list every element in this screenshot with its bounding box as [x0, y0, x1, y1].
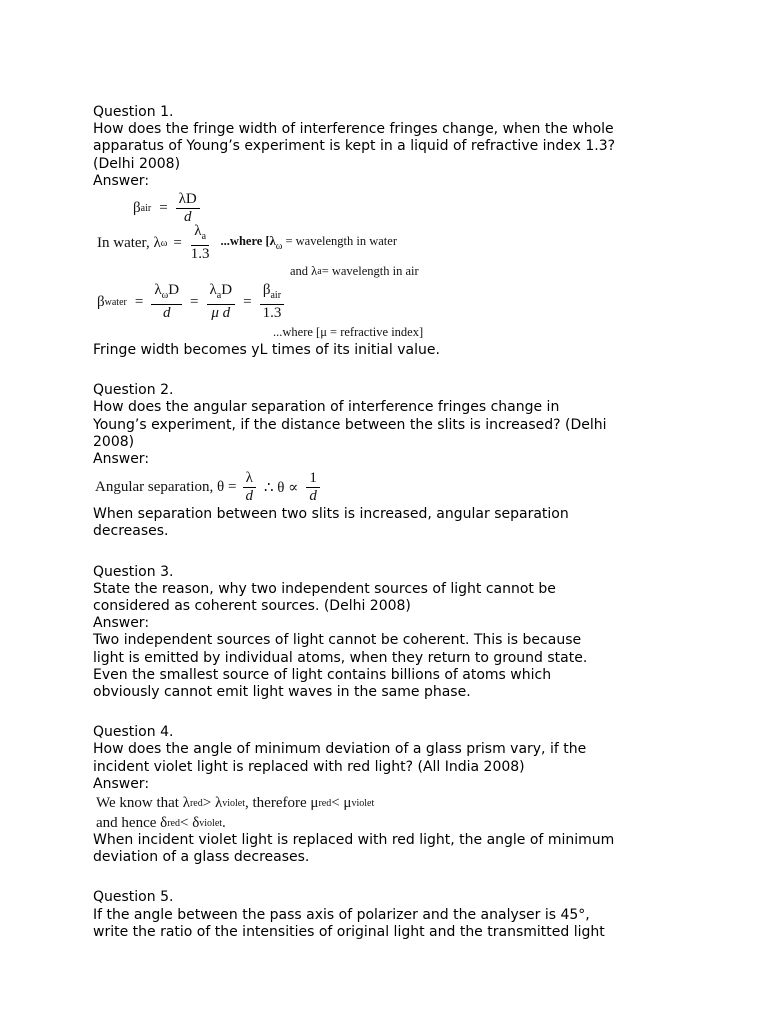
fraction-lambdaD-over-d: $\frac{\lambda D}{d}$: [176, 192, 200, 225]
question-3-answer-line-2: light is emitted by individual atoms, when they return to ground state.: [93, 649, 588, 666]
question-1-answer-label: Answer:: [93, 172, 150, 189]
question-2-text-line-1: How does the angular separation of interference fringes change in: [93, 399, 560, 416]
question-1-text-line-2: apparatus of Young’s experiment is kept in a liquid of refractive index 1.3?: [93, 138, 616, 155]
question-5-text-line-1: If the angle between the pass axis of polarizer and the analyser is 45°,: [93, 906, 590, 923]
question-5-label: Question 5.: [93, 889, 174, 906]
question-4-answer-label: Answer:: [93, 775, 150, 792]
question-2-answer-label: Answer:: [93, 451, 150, 468]
question-3-text-line-1: State the reason, why two independent sources of light cannot be: [93, 580, 556, 597]
question-3-answer-line-4: obviously cannot emit light waves in the same phase.: [93, 684, 471, 701]
eq-lambda-water: In water, λ ω = $\frac{\lambda_a}{1.3}$ ...where [$\lambda_\omega$ = wavelength in water: [97, 223, 397, 263]
question-1-equations: [93, 190, 693, 342]
question-4-equation: We know that λ red > λ violet , therefore μ red < μ violet and hence δ red < δ violet .: [96, 795, 375, 831]
question-3-answer-line-3: Even the smallest source of light contains billions of atoms which: [93, 666, 552, 683]
question-2-text-line-3: 2008): [93, 433, 135, 450]
question-4-label: Question 4.: [93, 724, 174, 741]
question-4-result-line-1: When incident violet light is replaced with red light, the angle of minimum: [93, 832, 615, 849]
question-2-result-line-1: When separation between two slits is increased, angular separation: [93, 506, 569, 523]
eq-beta-water: β water = $\frac{\lambda_\omega D}{d}$ = $\frac{\lambda_aD}{\text{μ d}}$ = $\frac{\beta_{air}}{1.3}$: [97, 282, 693, 322]
question-1-result: Fringe width becomes yL times of its initial value.: [93, 342, 440, 359]
question-5-text-line-2: write the ratio of the intensities of original light and the transmitted light: [93, 923, 605, 940]
question-2-text-line-2: Young’s experiment, if the distance between the slits is increased? (Delhi: [93, 416, 607, 433]
question-4-text-line-1: How does the angle of minimum deviation of a glass prism vary, if the: [93, 741, 587, 758]
question-2-equation: Angular separation, θ = $\frac{\lambda}{d}$ ∴ θ ∝ $\frac{1}{d}$: [93, 468, 693, 506]
question-3-text-line-2: considered as coherent sources. (Delhi 2008): [93, 598, 411, 615]
question-3-answer-line-1: Two independent sources of light cannot be coherent. This is because: [93, 632, 582, 649]
fraction-lambda-a-over-1-3: $\frac{\lambda_a}{1.3}$: [190, 223, 210, 263]
question-1-text-line-1: How does the fringe width of interference fringes change, when the whole: [93, 121, 614, 138]
question-2-label: Question 2.: [93, 382, 174, 399]
fraction-lambda-omega-D-over-d: $\frac{\lambda_\omega D}{d}$: [151, 283, 182, 321]
question-4-result-line-2: deviation of a glass decreases.: [93, 849, 310, 866]
fraction-1-over-d: $\frac{1}{d}$: [306, 471, 320, 504]
eq-lambda-air-note: and λ a = wavelength in air: [290, 263, 419, 278]
document-content: [93, 104, 693, 941]
fraction-beta-air-over-1-3: $\frac{\beta_{air}}{1.3}$: [260, 283, 285, 321]
question-4-text-line-2: incident violet light is replaced with red light? (All India 2008): [93, 758, 525, 775]
question-3-answer-label: Answer:: [93, 615, 150, 632]
fraction-lambda-a-D-over-mu-d: $\frac{\lambda_aD}{\text{μ d}}$: [207, 283, 236, 321]
fraction-lambda-over-d: $\frac{\lambda}{d}$: [242, 471, 256, 504]
eq-refractive-index-note: ...where [μ = refractive index]: [273, 324, 424, 339]
question-2-result-line-2: decreases.: [93, 523, 169, 540]
question-3-label: Question 3.: [93, 563, 174, 580]
eq-beta-air: β air = $\frac{\lambda D}{d}$: [133, 190, 693, 226]
question-1-text-line-3: (Delhi 2008): [93, 155, 181, 172]
question-1-label: Question 1.: [93, 104, 174, 120]
